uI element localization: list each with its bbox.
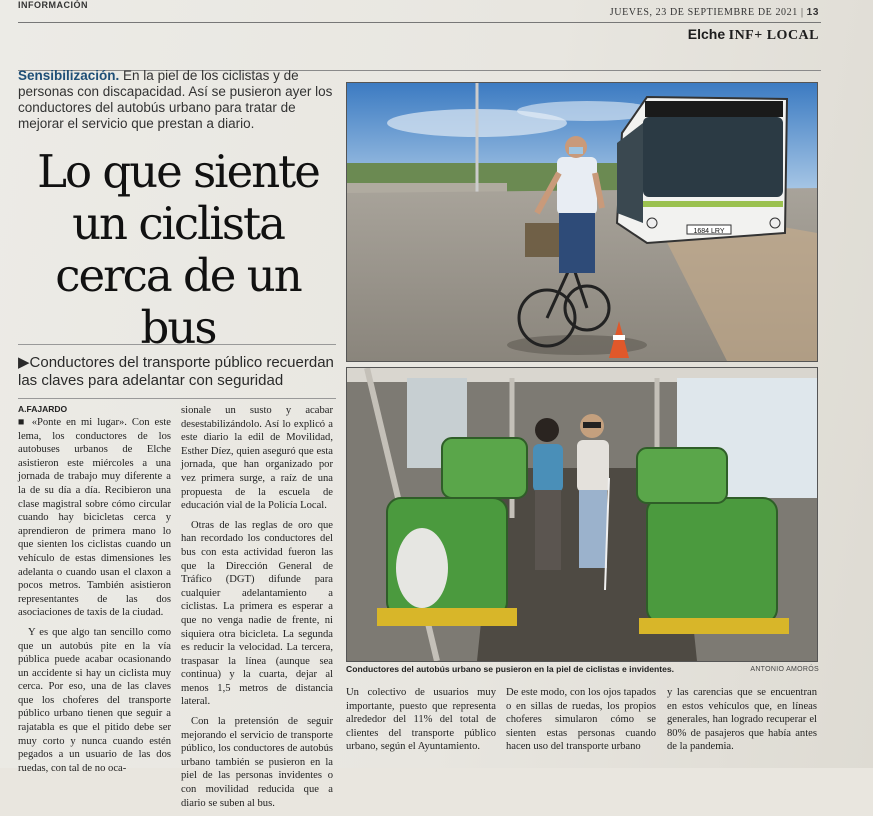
body-paragraph: y las carencias que se encuentran en estos vehículos que, en líneas generales, han logrado recuperar el 80% de pasajeros que había antes de la pandemia.	[667, 687, 817, 753]
kicker-text: En la piel de los ciclistas y de personas con discapacidad. Así se pusieron ayer los conductores del autobús urbano para tratar de mejorar el servicio que prestan a diario.	[18, 68, 333, 131]
headline-line-1: Lo que siente	[37, 145, 319, 198]
page-topbar: INFORMACIÓN	[18, 0, 88, 10]
seat-back-left	[442, 438, 527, 498]
subhead-rule-bottom	[18, 398, 336, 399]
section-header	[688, 26, 819, 44]
bus	[617, 97, 787, 243]
photo-bus-interior	[346, 367, 818, 662]
body-column-2	[181, 404, 333, 816]
body-column-1	[18, 416, 171, 781]
bus-plate: 1684 LRY	[693, 228, 725, 235]
date: JUEVES, 23 DE SEPTIEMBRE DE 2021	[609, 7, 798, 18]
body-column-3	[346, 686, 496, 754]
dateline: JUEVES, 23 DE SEPTIEMBRE DE 2021 | 13	[609, 7, 819, 18]
headline	[18, 146, 338, 354]
body-paragraph: Con la pretensión de seguir mejorando el servicio de transporte público, los conductores de autobús urbano también se pusieron en la piel de las personas invidentes o con movilidad reducida que a diario se suben al bus.	[181, 716, 333, 809]
photo-bus-interior-art	[347, 368, 817, 661]
subheadline: ▶Conductores del transporte público recuerdan las claves para adelantar con seguridad	[18, 354, 334, 389]
photo-cyclist-bus	[346, 82, 818, 362]
top-rule	[18, 22, 821, 23]
body-column-4	[506, 686, 656, 754]
section-city: Elche	[687, 26, 726, 42]
kicker-label: Sensibilización.	[18, 68, 120, 83]
subhead-rule-top	[18, 344, 336, 345]
page-number: 13	[806, 7, 819, 18]
section-brand: INF+ LOCAL	[728, 28, 819, 43]
body-column-5	[667, 686, 817, 754]
byline: A.FAJARDO	[18, 404, 68, 414]
body-paragraph: De este modo, con los ojos tapados o en sillas de ruedas, los propios choferes simularon cómo se sienten estas personas cuando hacen uso del transporte urbano	[506, 687, 656, 753]
seat-front-left	[377, 498, 517, 626]
person-blindfolded	[577, 414, 609, 590]
seat-back-right	[637, 448, 727, 503]
body-paragraph: ■ «Ponte en mi lugar». Con este lema, los conductores de los autobuses urbanos de Elche asistieron este miércoles a una jornada de trabajo muy diferente a la de su día a día. Recibieron una clase magistral sobre cómo circular cuando hay bicicletas cerca y aprendieron de primera mano lo que sienten los ciclistas cuando un vehículo de estas dimensiones les adelanta o cuando usan el claxon a pocos metros. También asistieron representantes de las dos asociaciones de taxis de la ciudad.	[18, 417, 171, 619]
kicker	[18, 68, 336, 132]
body-paragraph: Otras de las reglas de oro que han recordado los conductores del bus con esta actividad fueron las que la Dirección General de Tráfico (DGT) difunde para cualquier adelantamiento a ciclistas. La primera es esperar a que no venga nadie de frente, ni siquiera otra bicicleta. La segunda es reducir la velocidad. La tercera, traspasar la línea (aunque sea continua) y la cuarta, dejar al menos 1,5 metros de distancia lateral.	[181, 519, 333, 708]
headline-line-3: cerca de un bus	[55, 249, 301, 354]
photo-cyclist-bus-art	[347, 83, 817, 361]
body-paragraph: sionale un susto y acabar desestabilizándolo. Así lo explicó a este diario la edil de Movilidad, Esther Díez, quien aseguró que esta jornada, que han organizado por vez primera surge, a raíz de una propuesta de la escuela de educación vial de la Policía Local.	[181, 405, 333, 512]
photo-caption: Conductores del autobús urbano se pusieron en la piel de ciclistas e invidentes.	[346, 664, 675, 674]
body-paragraph: Un colectivo de usuarios muy importante, puesto que representa alrededor del 11% del total de clientes del transporte público urbano, según el Ayuntamiento.	[346, 687, 496, 753]
body-paragraph: Y es que algo tan sencillo como que un autobús pite en la vía pública puede acabar ocasionando un accidente si hay un ciclista muy cerca. Por eso, una de las claves que los choferes del transporte público urbano tienen que seguir a rajatabla es que el pitido debe ser muy corto y nunca cuando estén pegados a un usuario de las dos ruedas, con tal de no oca-	[18, 626, 171, 774]
seat-front-right	[639, 498, 789, 634]
photo-credit: ANTONIO AMORÓS	[750, 666, 819, 673]
headline-line-2: un ciclista	[72, 197, 284, 250]
